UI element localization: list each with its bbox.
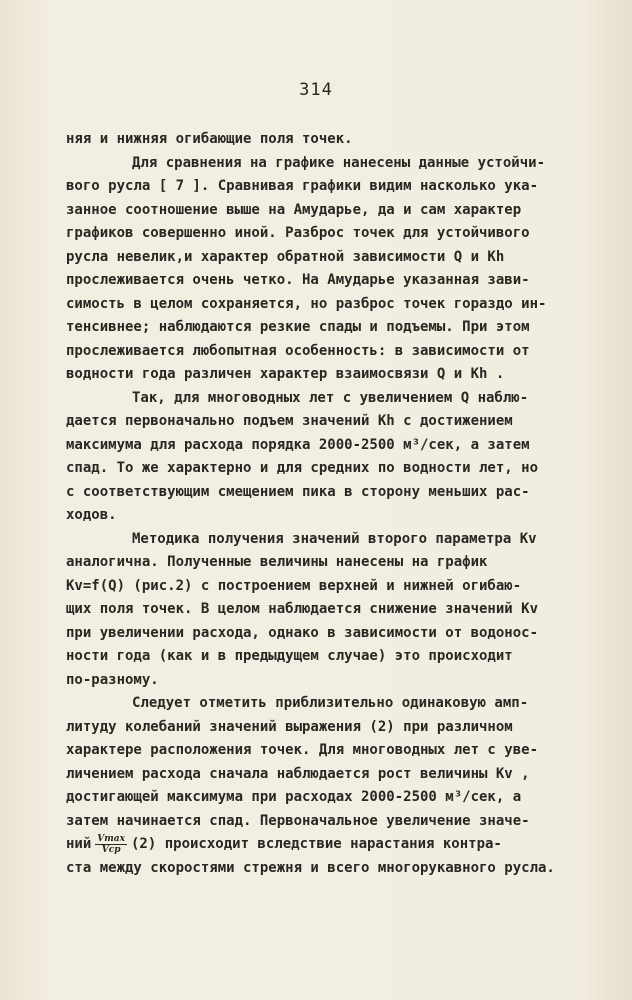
text-line: занное соотношение выше на Амударье, да и сам характер [66,201,522,218]
text-line: симость в целом сохраняется, но разброс точек гораздо ин- [66,295,547,312]
text-line: дается первоначально подъем значений Kh с достижением [66,413,513,429]
text-line: прослеживается очень четко. На Амударье указанная зави- [66,272,530,288]
text-line: литуду колебаний значений выражения (2) при различном [66,718,513,735]
text-line: няя и нижняя огибающие поля точек. [66,131,353,147]
body-text [66,128,618,880]
text-line: затем начинается спад. Первоначальное увеличение значе- [66,812,530,829]
text-line: Следует отметить приблизительно одинаковую амп- [132,695,529,711]
text-line: аналогична. Полученные величины нанесены на график [66,554,488,570]
text-line: прослеживается любопытная особенность: в зависимости от [66,342,530,359]
text-line: вого русла [ 7 ]. Сравнивая графики видим насколько ука- [66,178,539,194]
text-line: графиков совершенно иной. Разброс точек для устойчивого [66,225,530,241]
text-line: Для сравнения на графике нанесены данные устойчи- [132,154,546,171]
text-line: характере расположения точек. Для многоводных лет с уве- [66,742,539,758]
text-line: Kv=f(Q) (рис.2) с построением верхней и нижней огибаю- [66,577,522,594]
text-line-prefix: ний [66,836,92,852]
page-number: 314 [299,80,333,100]
text-line: Так, для многоводных лет с увеличением Q наблю- [132,389,529,406]
text-line: водности года различен характер взаимосвязи Q и Kh . [66,366,505,382]
velocity-ratio-fraction [95,834,127,855]
fraction-denominator: Vср [101,844,121,855]
text-line: Методика получения значений второго параметра Kv [132,530,537,547]
text-line: по-разному. [66,671,159,688]
text-line: спад. То же характерно и для средних по водности лет, но [66,460,539,476]
text-line: русла невелик,и характер обратной зависимости Q и Kh [66,248,505,265]
text-line: ходов. [66,507,117,523]
text-line: максимума для расхода порядка 2000-2500 м³/сек, а затем [66,436,530,453]
text-line: тенсивнее; наблюдаются резкие спады и подъемы. При этом [66,319,530,335]
text-line [66,833,618,857]
text-line: щих поля точек. В целом наблюдается снижение значений Kv [66,601,539,617]
text-line: ности года (как и в предыдущем случае) это происходит [66,648,513,664]
text-line: личением расхода сначала наблюдается рост величины Kv , [66,765,530,782]
text-line: с соответствующим смещением пика в сторону меньших рас- [66,483,530,500]
text-line: при увеличении расхода, однако в зависимости от водонос- [66,624,539,641]
fraction-numerator: Vmax [97,833,125,844]
text-line: достигающей максимума при расходах 2000-2500 м³/сек, а [66,789,522,805]
text-line: ста между скоростями стрежня и всего многорукавного русла. [66,859,555,876]
text-line-rest: (2) происходит вследствие нарастания контра- [131,836,502,852]
